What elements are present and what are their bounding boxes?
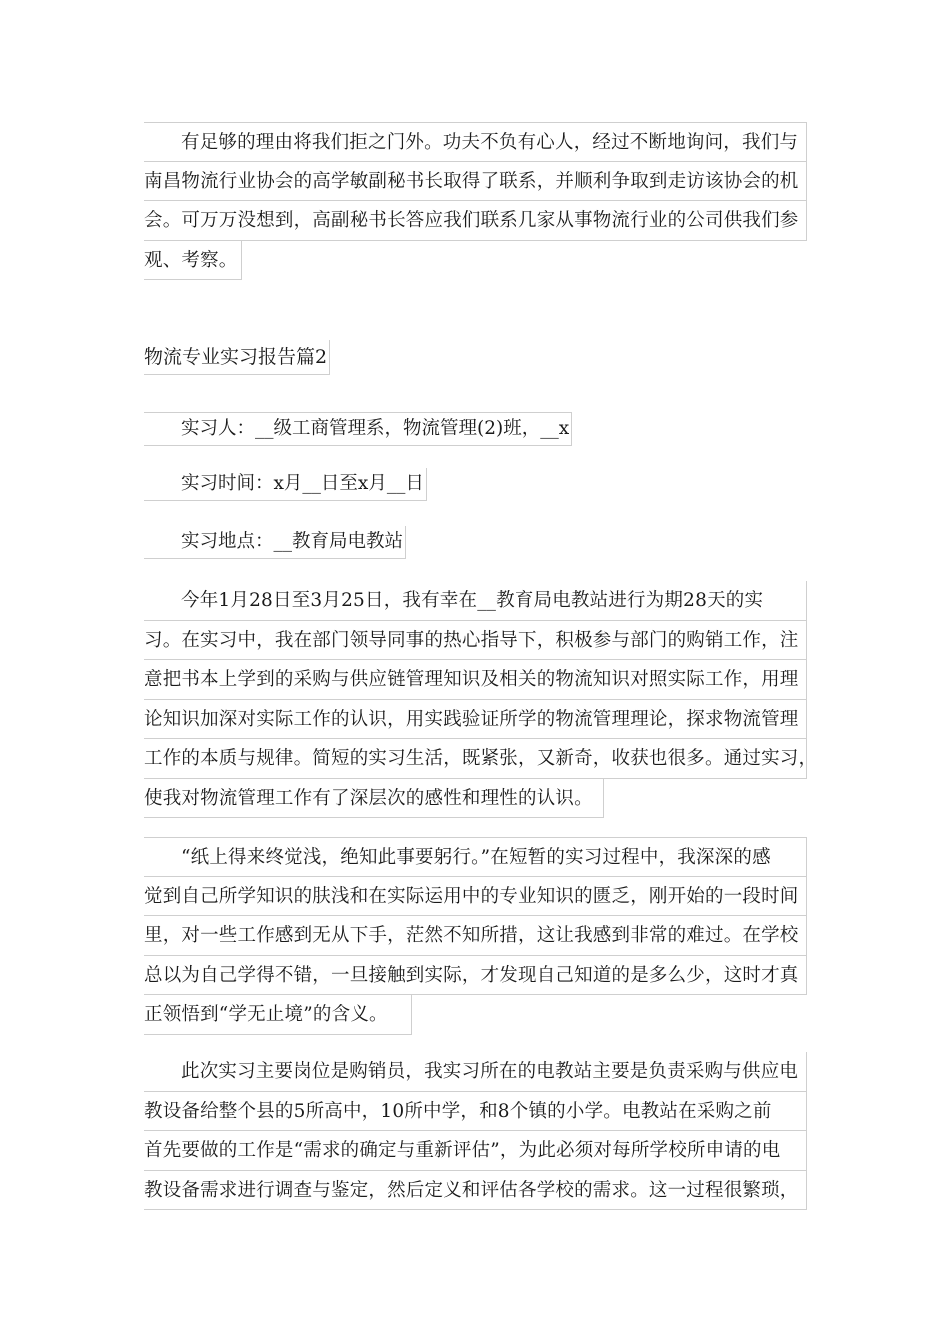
section-title: 物流专业实习报告篇2 <box>144 340 330 375</box>
text-line: 首先要做的工作是“需求的确定与重新评估”，为此必须对每所学校所申请的电 <box>144 1131 807 1171</box>
text-line: 论知识加深对实际工作的认识，用实践验证所学的物流管理理论，探求物流管理 <box>144 700 807 740</box>
text-line: 觉到自己所学知识的肤浅和在实际运用中的专业知识的匮乏，刚开始的一段时间 <box>144 877 807 917</box>
text-line: 意把书本上学到的采购与供应链管理知识及相关的物流知识对照实际工作，用理 <box>144 660 807 700</box>
intro-paragraph <box>144 122 807 280</box>
text-line: 正领悟到“学无止境”的含义。 <box>144 995 412 1035</box>
text-line: 使我对物流管理工作有了深层次的感性和理性的认识。 <box>144 779 604 819</box>
text-line: 观、考察。 <box>144 241 242 281</box>
text-line: 工作的本质与规律。简短的实习生活，既紧张，又新奇，收获也很多。通过实习， <box>144 739 807 779</box>
internship-place: 实习地点：__教育局电教站 <box>144 526 406 559</box>
text-line: 会。可万万没想到，高副秘书长答应我们联系几家从事物流行业的公司供我们参 <box>144 201 807 241</box>
paragraph-3 <box>144 1052 807 1210</box>
paragraph-1 <box>144 581 818 818</box>
paragraph-2 <box>144 837 807 1035</box>
text-line: 南昌物流行业协会的高学敏副秘书长取得了联系，并顺利争取到走访该协会的机 <box>144 162 807 202</box>
text-line: 习。在实习中，我在部门领导同事的热心指导下，积极参与部门的购销工作，注 <box>144 621 807 661</box>
text-line: 总以为自己学得不错，一旦接触到实际，才发现自己知道的是多么少，这时才真 <box>144 956 807 996</box>
text-line: 教设备给整个县的5所高中，10所中学，和8个镇的小学。电教站在采购之前 <box>144 1092 807 1132</box>
text-line: 此次实习主要岗位是购销员，我实习所在的电教站主要是负责采购与供应电 <box>144 1052 807 1092</box>
text-line: “纸上得来终觉浅，绝知此事要躬行。”在短暂的实习过程中，我深深的感 <box>144 837 807 877</box>
text-line: 教设备需求进行调查与鉴定，然后定义和评估各学校的需求。这一过程很繁琐， <box>144 1171 807 1211</box>
internship-time: 实习时间：x月__日至x月__日 <box>144 468 427 501</box>
text-line: 今年1月28日至3月25日，我有幸在__教育局电教站进行为期28天的实 <box>144 581 807 621</box>
text-line: 里，对一些工作感到无从下手，茫然不知所措，这让我感到非常的难过。在学校 <box>144 916 807 956</box>
text-line: 有足够的理由将我们拒之门外。功夫不负有心人，经过不断地询问，我们与 <box>144 122 807 162</box>
intern-info: 实习人：__级工商管理系，物流管理(2)班，__x <box>144 412 572 446</box>
